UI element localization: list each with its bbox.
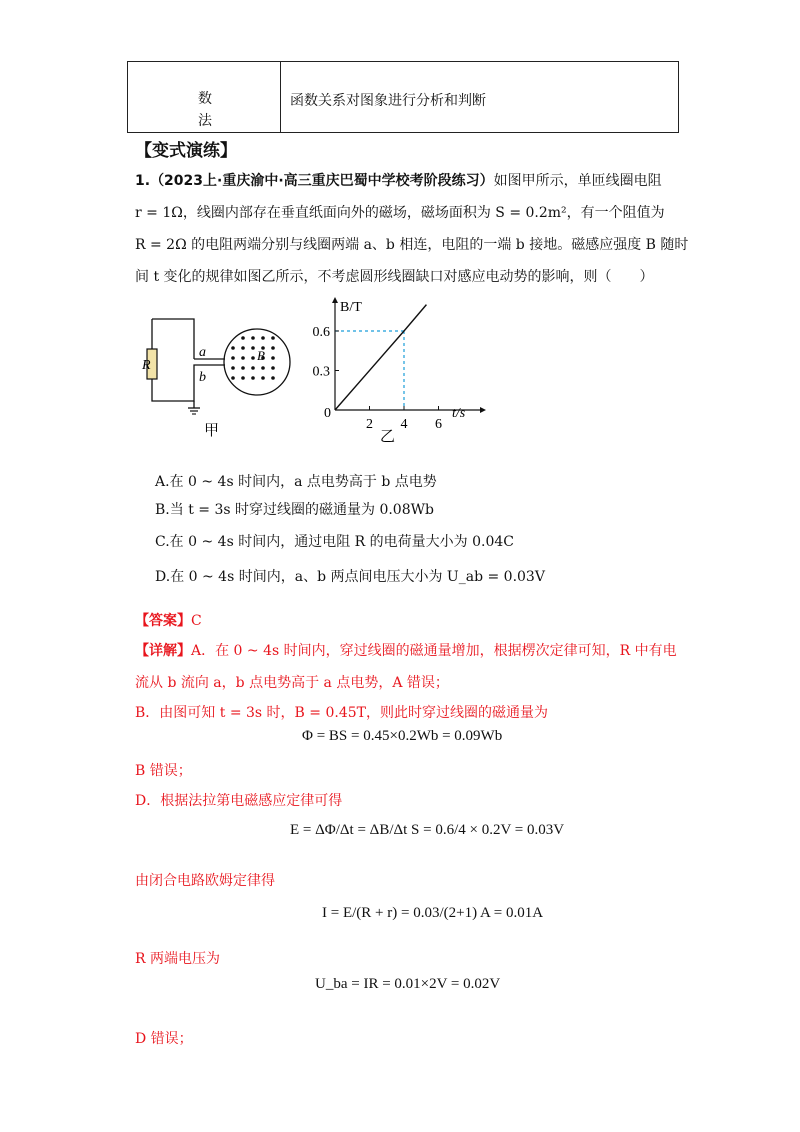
explanation-a-line-2: 流从 b 流向 a，b 点电势高于 a 点电势，A 错误； — [135, 675, 449, 691]
question-source: （2023上·重庆渝中·高三重庆巴蜀中学校考阶段练习） — [150, 173, 494, 189]
resistor-label: R — [142, 358, 151, 373]
field-dot — [261, 376, 265, 380]
field-dot — [251, 376, 255, 380]
origin-label: 0 — [324, 406, 331, 421]
equation-flux: Φ = BS = 0.45×0.2Wb = 0.09Wb — [302, 728, 503, 744]
field-dot — [231, 356, 235, 360]
option-b-letter: B. — [155, 502, 170, 518]
option-c-letter: C. — [155, 534, 170, 550]
terminal-a-label: a — [199, 345, 206, 360]
circuit-top-wire — [152, 319, 194, 359]
option-c-text: 在 0 ~ 4s 时间内，通过电阻 R 的电荷量大小为 0.04C — [169, 534, 514, 550]
y-axis-label: B/T — [340, 300, 362, 315]
figure-yi-label: 乙 — [380, 427, 396, 445]
field-dot — [241, 356, 245, 360]
method-table — [127, 61, 679, 133]
table-left-cell — [198, 88, 218, 132]
field-dot — [241, 336, 245, 340]
table-divider — [280, 62, 281, 132]
x-axis-label: t/s — [452, 406, 466, 421]
explanation-a-line-1 — [135, 640, 677, 660]
field-label: B — [257, 348, 265, 363]
option-d-text: 在 0 ~ 4s 时间内，a、b 两点间电压大小为 U_ab = 0.03V — [170, 569, 545, 585]
field-dot — [231, 376, 235, 380]
field-dot — [231, 366, 235, 370]
y-tick-label: 0.6 — [312, 324, 330, 340]
x-tick-label: 2 — [366, 417, 373, 432]
option-a-letter: A. — [155, 474, 170, 490]
answer-label: 【答案】 — [135, 613, 191, 629]
question-line-1-tail: 如图甲所示，单匝线圈电阻 — [493, 173, 662, 189]
equation-voltage: U_ba = IR = 0.01×2V = 0.02V — [315, 976, 501, 992]
option-c — [155, 531, 514, 551]
answer-value: C — [191, 613, 202, 629]
x-tick-label: 6 — [435, 417, 442, 432]
field-dot — [251, 366, 255, 370]
series-line — [335, 305, 426, 410]
equation-current: I = E/(R + r) = 0.03/(2+1) A = 0.01A — [322, 905, 544, 921]
explanation-d-line-1: D．根据法拉第电磁感应定律可得 — [135, 793, 343, 809]
field-dot — [271, 376, 275, 380]
explanation-b-conclusion: B 错误； — [135, 763, 192, 779]
y-tick-label: 0.3 — [312, 364, 330, 380]
figure-jia-label: 甲 — [204, 421, 220, 439]
field-dot — [231, 346, 235, 350]
field-dot — [271, 356, 275, 360]
table-left-label-2: 法 — [198, 113, 212, 129]
field-dot — [251, 356, 255, 360]
explanation-d-line-2: 由闭合电路欧姆定律得 — [135, 873, 275, 889]
field-dot — [271, 346, 275, 350]
section-title: 【变式演练】 — [135, 141, 237, 161]
equation-emf: E = ΔΦ/Δt = ΔB/Δt S = 0.6/4 × 0.2V = 0.03V — [290, 822, 565, 838]
terminal-b-label: b — [199, 370, 206, 385]
y-axis-arrow-icon — [332, 297, 338, 303]
x-axis-arrow-icon — [480, 407, 486, 413]
question-line-4: 间 t 变化的规律如图乙所示，不考虑圆形线圈缺口对感应电动势的影响，则（ ） — [135, 269, 654, 285]
explanation-b-line-1: B．由图可知 t = 3s 时，B = 0.45T，则此时穿过线圈的磁通量为 — [135, 705, 548, 721]
ground-icon — [188, 408, 200, 414]
option-b-text: 当 t = 3s 时穿过线圈的磁通量为 0.08Wb — [169, 502, 434, 518]
table-left-label-1: 数 — [198, 91, 212, 107]
magnetic-field-dots — [231, 336, 275, 380]
table-right-cell: 函数关系对图象进行分析和判断 — [290, 93, 486, 109]
field-dot — [241, 346, 245, 350]
field-dot — [251, 346, 255, 350]
question-line-1 — [135, 171, 662, 191]
question-line-3: R = 2Ω 的电阻两端分别与线圈两端 a、b 相连，电阻的一端 b 接地。磁感应强度 B 随时 — [135, 237, 689, 253]
question-number: 1. — [135, 173, 151, 189]
b-t-graph — [300, 295, 500, 445]
option-a — [155, 471, 437, 491]
field-dot — [271, 336, 275, 340]
field-dot — [241, 366, 245, 370]
field-dot — [261, 366, 265, 370]
option-a-text: 在 0 ~ 4s 时间内，a 点电势高于 b 点电势 — [169, 474, 437, 490]
field-dot — [251, 336, 255, 340]
answer — [135, 610, 202, 630]
field-dot — [241, 376, 245, 380]
explanation-d-line-3: R 两端电压为 — [135, 951, 220, 967]
question-line-2: r = 1Ω，线圈内部存在垂直纸面向外的磁场，磁场面积为 S = 0.2m²，有一个阻值为 — [135, 205, 665, 221]
option-d — [155, 566, 545, 586]
explanation-a-text-1: A．在 0 ~ 4s 时间内，穿过线圈的磁通量增加，根据楞次定律可知，R 中有电 — [191, 643, 677, 659]
option-d-letter: D. — [155, 569, 171, 585]
circuit-figure — [130, 315, 305, 440]
explanation-d-conclusion: D 错误； — [135, 1031, 193, 1047]
x-tick-label: 4 — [400, 417, 408, 432]
field-dot — [261, 336, 265, 340]
field-dot — [271, 366, 275, 370]
option-b — [155, 499, 434, 519]
explanation-label: 【详解】 — [135, 643, 191, 659]
